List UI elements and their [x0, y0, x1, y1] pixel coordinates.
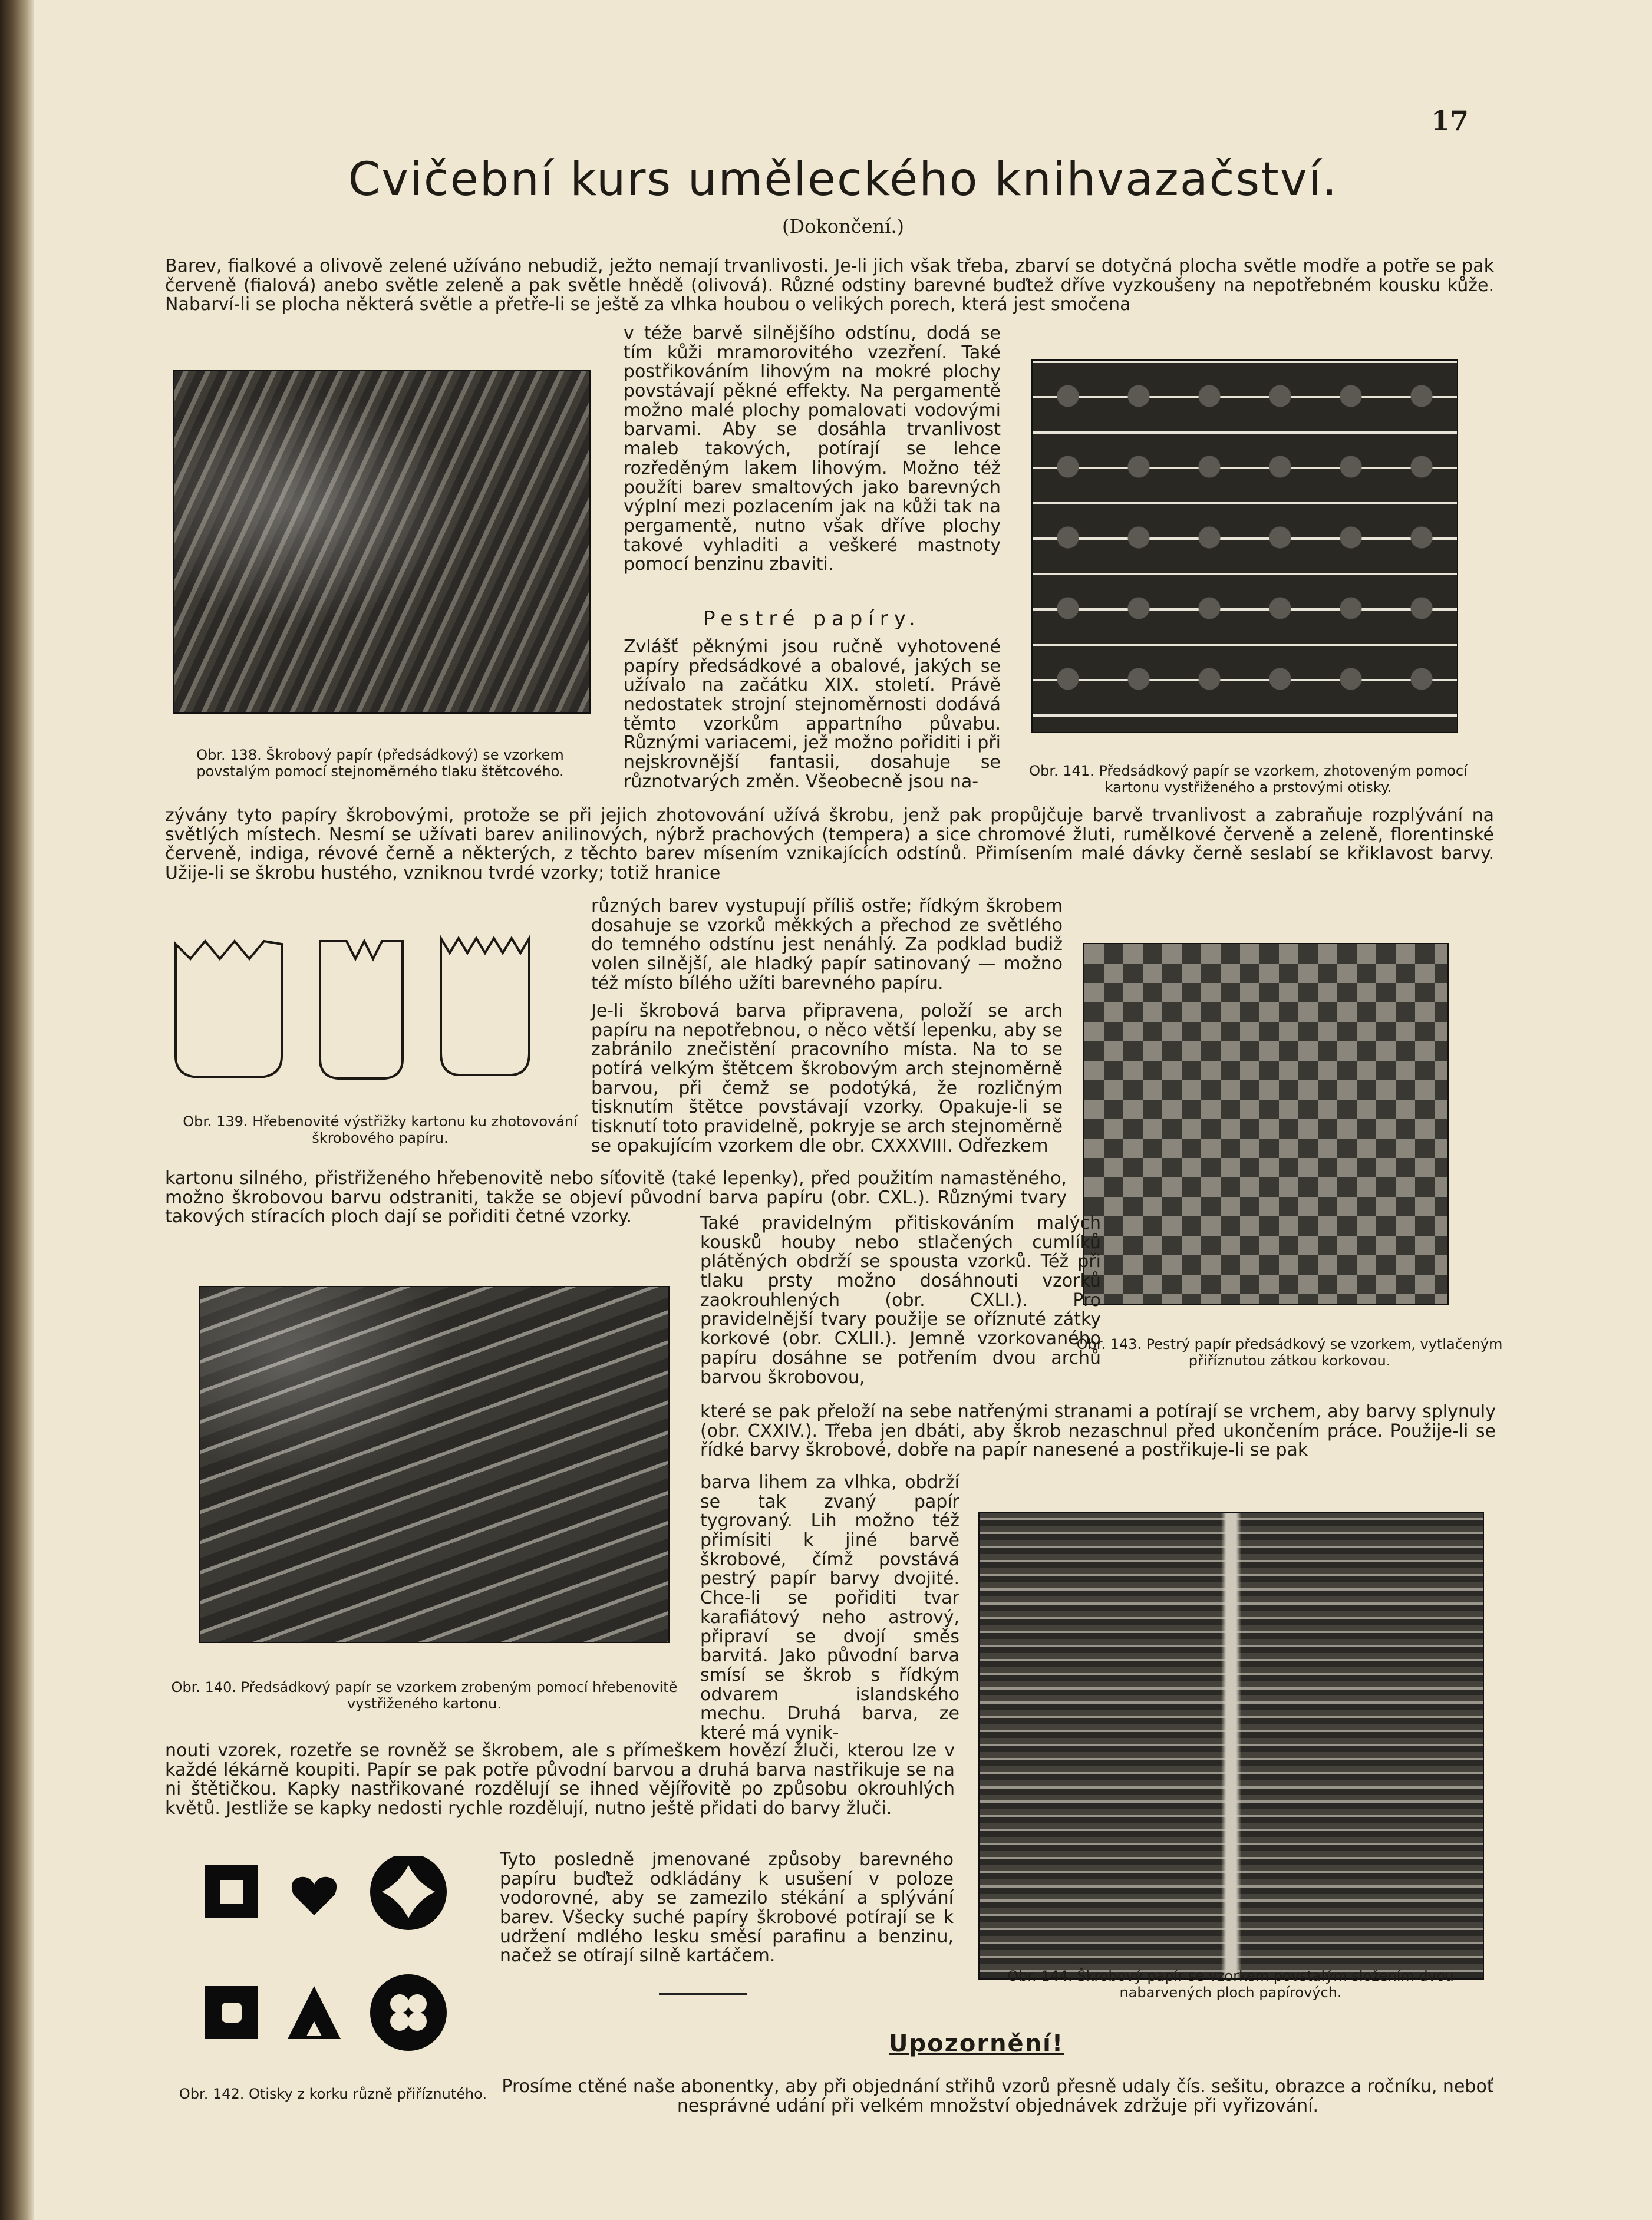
figure-140-comb-pattern-paper [199, 1286, 670, 1643]
full-text-folded-sheets: které se pak přeloží na sebe natřenými stranami a potírají se vrchem, aby barvy splynuly (obr. CXXIV.). Třeba jen dbáti, aby škrob nezaschnul před ukončením práce. Použije-li se řídké barvy škrobové, dobře na papír nanesené a postřikuje-li se pak [700, 1401, 1496, 1461]
full-text-ox-gall: nouti vzorek, rozetře se rovněž se škrobem, ale s přímeškem hovězí žluči, kterou lze v každé lékárně koupiti. Papír se pak potře původní barvou a druhá barva nastřikuje se na ni štětičkou. Kapky nastřikované rozdělují se ihned vějířovitě po způsobu okrouhlých květů. Jestliže se kapky nedosti rychle rozdělují, nutno ještě přidati do barvy žluči. [165, 1740, 955, 1819]
column-text-decorated-papers: Zvlášť pěknými jsou ručně vyhotovené papíry předsádkové a obalové, jakých se užívalo na začátku XIX. století. Právě nedostatek strojní stejnoměrnosti dodává těmto vzorkům appartního půvabu. Různými variacemi, jež možno pořiditi i při nejskrovnější fantasii, dosahuje se různotvarých změn. Všeobecně jsou na- [624, 636, 1001, 792]
caption-144: Obr. 144. Škrobový papír se vzorkem povstalým složením dvou nabarvených ploch papírových. [1007, 1968, 1454, 2001]
figure-143-cork-stamped-paper [1083, 943, 1449, 1305]
magazine-page [34, 0, 1652, 2220]
column-text-starch-hardness: různých barev vystupují příliš ostře; řídkým škrobem dosahuje se vzorků měkkých a přechod ze světlého do temného odstínu jest nenáhlý. Za podklad budiž volen silnější, ale hladký papír satinovaný — možno též místo bílého užíti barevného papíru. [591, 896, 1063, 994]
figure-144-folded-starch-paper [978, 1512, 1484, 1980]
notice-text: Prosíme ctěné naše abonentky, aby při objednání střihů vzorů přesně udaly čís. sešitu, obrazce a ročníku, neboť nesprávné udání při velkém množství objednávek zdržuje při vyřizování. [502, 2076, 1494, 2116]
caption-141: Obr. 141. Předsádkový papír se vzorkem, zhotoveným pomocí kartonu vystřiženého a prstovými otisky. [1029, 763, 1468, 796]
figure-139-comb-cutouts [170, 926, 594, 1086]
column-text-drying: Tyto posledně jmenované způsoby barevného papíru buďtež odkládány k usušení v poloze vodorovné, aby se zamezilo stékání a splývání barev. Všecky suché papíry škrobové potírají se k udržení mdlého lesku směsí parafinu a benzinu, načež se otírají silně kartáčem. [500, 1849, 954, 1967]
column-text-sponge-patterns: Také pravidelným přitiskováním malých kousků houby nebo stlačených cumlíků plátěných obdrží se spousta vzorků. Též při tlaku prsty možno dosáhnouti vzorků zaokrouhlených (obr. CXLI.). Pro pravidelnější tvary použije se oříznuté zátky korkové (obr. CXLII.). Jemně vzorkovaného papíru dosáhne se potřením dvou archů barvou škrobovou, [700, 1213, 1101, 1388]
full-text-comb-cardboard: kartonu silného, přistřiženého hřebenovitě nebo síťovitě (také lepenky), před použitím namastěného, možno škrobovou barvu odstraniti, takže se objeví původní barva papíru (obr. CXL.). Různými tvary takových stíracích ploch dají se pořiditi četné vzorky. [165, 1168, 1067, 1228]
caption-143: Obr. 143. Pestrý papír předsádkový se vzorkem, vytlačeným přiříznutou zátkou korkovou. [1076, 1336, 1503, 1369]
column-text-application: Je-li škrobová barva připravena, položí se arch papíru na nepotřebnou, o něco větší lepenku, aby se zabránilo znečistění pracovního místa. Na to se potírá velkým štětcem škrobovým arch stejnoměrně barvou, při čemž se podotýká, že rozličným tisknutím štětce povstávají vzorky. Opakuje-li se tisknutí toto pravidelně, pokryje se arch stejnoměrně se opakujícím vzorkem dle obr. CXXXVIII. Odřezkem [591, 1001, 1063, 1156]
column-text-tiger-paper: barva lihem za vlhka, obdrží se tak zvaný papír tygrovaný. Lih možno též přimísiti k jiné barvě škrobové, čímž povstává pestrý papír barvy dvojité. Chce-li se pořiditi tvar karafiátový neho astrový, připraví se dvojí směs barvitá. Jako původní barva smísí se škrob s řídkým odvarem islandského mechu. Druhá barva, ze které má vynik- [700, 1472, 959, 1743]
column-text-marbling: v téže barvě silnějšího odstínu, dodá se tím kůži mramorovitého vzezření. Také postřikováním lihovým na mokré plochy povstávají pěkné effekty. Na pergamentě možno malé plochy pomalovati vodovými barvami. Aby se dosáhla trvanlivost maleb takových, potírají se lehce rozředěným lakem lihovým. Možno též použíti barev smaltových jako barevných výplní mezi pozlacením jak na kůži tak na pergamentě, nutno však dříve plochy takové vyhladiti a veškeré mastnoty pomocí benzinu zbaviti. [624, 323, 1001, 575]
section-heading-pestre-papiry: Pestré papíry. [703, 607, 921, 631]
article-title: Cvičební kurs uměleckého knihvazačství. [348, 153, 1338, 206]
section-divider [659, 1993, 747, 1995]
page-number: 17 [1431, 105, 1469, 137]
caption-139: Obr. 139. Hřebenovité výstřižky kartonu ku zhotovování škrobového papíru. [183, 1113, 578, 1146]
caption-138: Obr. 138. Škrobový papír (předsádkový) se vzorkem povstalým pomocí stejnoměrného tlaku štětcového. [196, 747, 564, 780]
caption-142: Obr. 142. Otisky z korku různě přiříznutého. [179, 2086, 487, 2102]
notice-heading: Upozornění! [889, 2030, 1064, 2057]
article-subtitle: (Dokončení.) [782, 215, 905, 237]
intro-paragraph: Barev, fialkové a olivově zelené užíváno nebudiž, ježto nemají trvanlivosti. Je-li jich však třeba, zbarví se dotyčná plocha světle modře a potře se pak červeně (fialová) anebo světle zeleně a pak světle hnědě (olivová). Různé odstiny barevné buďtež dříve vyzkoušeny na nepotřebném kousku kůže. Nabarví-li se plocha některá světle a přetře-li se ještě za vlhka houbou o velikých porech, která jest smočena [165, 256, 1494, 315]
figure-141-endpaper [1031, 359, 1458, 733]
figure-138-starch-paper [173, 370, 591, 714]
caption-140: Obr. 140. Předsádkový papír se vzorkem zrobeným pomocí hřebenovitě vystřiženého kartonu. [171, 1679, 678, 1712]
figure-142-cork-stamps [199, 1856, 459, 2057]
full-text-starch-colors: zývány tyto papíry škrobovými, protože se při jejich zhotovování užívá škrobu, jenž pak propůjčuje barvě trvanlivost a zabraňuje rozplývání na světlých místech. Nesmí se užívati barev anilinových, nýbrž prachových (tempera) a sice chromové žluti, rumělkové červeně a zeleně, florentinské červeně, indiga, révové černě a některých, z těchto barev mísením vznikajících odstínů. Přimísením malé dávky černě seslabí se křiklavost barvy. Užije-li se škrobu hustého, vzniknou tvrdé vzorky; totiž hranice [165, 805, 1494, 884]
book-gutter [0, 0, 34, 2220]
